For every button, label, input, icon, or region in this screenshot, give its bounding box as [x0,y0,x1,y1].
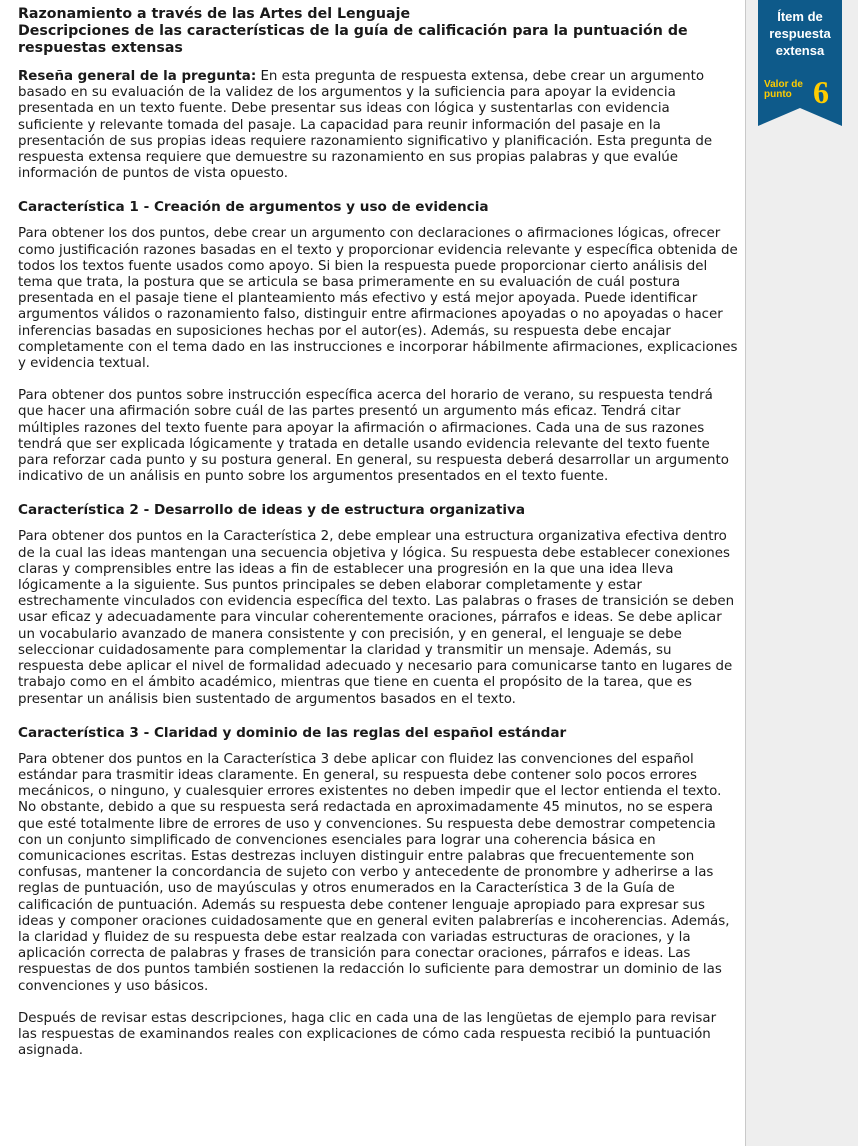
overview-label: Reseña general de la pregunta: [18,69,257,84]
trait-3-heading: Característica 3 - Claridad y dominio de las reglas del español estándar [18,724,567,741]
badge-value-label-line-2: punto [764,89,792,100]
badge-value-label-line-1: Valor de [764,79,803,90]
trait-1-heading: Característica 1 - Creación de argumentos y uso de evidencia [18,199,489,216]
main-content [18,6,738,1059]
page-subtitle: Descripciones de las características de la guía de calificación para la puntuación de respuestas extensas [18,23,688,56]
question-overview [18,69,738,182]
closing-instructions: Después de revisar estas descripciones, haga clic en cada una de las lengüetas de ejemplo para revisar las respuestas de examinandos reales con explicaciones de cómo cada respuesta recibió la puntuación asignada. [18,1010,717,1059]
trait-3-paragraph-1: Para obtener dos puntos en la Característica 3 debe aplicar con fluidez las convenciones del español estándar para trasmitir ideas claramente. En general, su respuesta debe contener solo pocos errores mecánicos, o ninguno, y cualesquier errores existentes no deben impedir que el lector entienda el texto. No obstante, debido a que su respuesta será redactada en aproximadamente 45 minutos, no se espera que esté totalmente libre de errores de uso y convenciones. Su respuesta debe demostrar competencia con un conjunto simplificado de convenciones esenciales para lograr una coherencia básica en comunicaciones escritas. Estas destrezas incluyen distinguir entre palabras que frecuentemente son confusas, mantener la concordancia de sujeto con verbo y antecedente de pronombre y adherirse a las reglas de puntuación, uso de mayúsculas y otros enumerados en la Característica 3 de la Guía de calificación de puntuación. Además su respuesta debe contener lenguaje apropiado para expresar sus ideas y componer oraciones cuidadosamente que en general eviten palabrerías e incoherencias. Además, la claridad y fluidez de su respuesta debe estar realzada con variadas estructuras de oraciones, y la aplicación correcta de palabras y frases de transición para conectar oraciones, párrafos e ideas. Las respuestas de dos puntos también sostienen la redacción lo suficiente para demostrar un dominio de las convenciones y uso básicos. [18,751,730,994]
sidebar [745,0,858,1146]
trait-2-paragraph-1: Para obtener dos puntos en la Característica 2, debe emplear una estructura organizativa efectiva dentro de la cual las ideas mantengan una secuencia objetiva y lógica. Su respuesta debe establecer conexiones claras y comprensibles entre las ideas a fin de establecer una progresión en la que una idea lleva lógicamente a la siguiente. Sus puntos principales se deben elaborar completamente y estar estrechamente vinculados con evidencia específica del texto. Las palabras o frases de transición se deben usar eficaz y adecuadamente para vincular coherentemente oraciones, párrafos e ideas. Se debe aplicar un vocabulario avanzado de manera consistente y con precisión, y en general, el lenguaje se debe seleccionar cuidadosamente para complementar la claridad y transmitir un mensaje. Además, su respuesta debe aplicar el nivel de formalidad adecuado y necesario para comunicarse tanto en lugares de trabajo como en el ámbito académico, mientras que tiene en cuenta el propósito de la tarea, que es presentar un análisis bien sustentado de argumentos basados en el texto. [18,529,735,707]
extended-response-badge [758,0,842,128]
trait-1-paragraph-1: Para obtener los dos puntos, debe crear un argumento con declaraciones o afirmaciones lógicas, ofrecer como justificación razones basadas en el texto y proporcionar evidencia relevante y específica obtenida de todos los textos fuente usados como apoyo. Si bien la respuesta puede proporcionar cierto análisis del tema que trata, la postura que se articula se basa primeramente en su evaluación de cuál postura presentada en el pasaje tiene el planteamiento más efectivo y está mejor apoyada. Puede identificar argumentos válidos o razonamiento falso, distinguir entre afirmaciones apoyadas o no apoyadas o hacer inferencias basadas en suposiciones hechas por el autor(es). Además, su respuesta debe encajar completamente con el tema dado en las instrucciones e incorporar hábilmente afirmaciones, explicaciones y evidencia textual. [18,226,738,372]
badge-title [758,8,842,59]
overview-text: En esta pregunta de respuesta extensa, debe crear un argumento basado en su evaluación de la validez de los argumentos y la suficiencia para apoyar la evidencia presentada en un texto fuente. Debe presentar sus ideas con lógica y sustentarlas con evidencia suficiente y relevante tomada del pasaje. La capacidad para reunir información del pasaje en la presentación de sus propias ideas requiere razonamiento significativo y planificación. Esta pregunta de respuesta extensa requiere que demuestre su razonamiento en sus propias palabras y que evalúe información de puntos de vista opuesto. [18,69,713,182]
trait-2-heading: Característica 2 - Desarrollo de ideas y de estructura organizativa [18,502,526,519]
page-title: Razonamiento a través de las Artes del Lenguaje [18,6,411,22]
badge-title-line-3: extensa [775,43,825,58]
badge-point-value: 6 [813,74,829,110]
badge-value-label [764,80,803,100]
trait-1-paragraph-2: Para obtener dos puntos sobre instrucción específica acerca del horario de verano, su respuesta tendrá que hacer una afirmación sobre cuál de las partes presentó un argumento más eficaz. Tendrá citar múltiples razones del texto fuente para apoyar la afirmación o afirmaciones. Cada una de sus razones tendrá que ser explicada lógicamente y tratada en detalle usando evidencia relevante del texto fuente para reforzar cada punto y su postura general. En general, su respuesta deberá desarrollar un argumento indicativo de un análisis en punto sobre los argumentos presentados en el texto fuente. [18,388,729,485]
badge-title-line-2: respuesta [769,26,831,41]
badge-title-line-1: Ítem de [777,9,823,24]
